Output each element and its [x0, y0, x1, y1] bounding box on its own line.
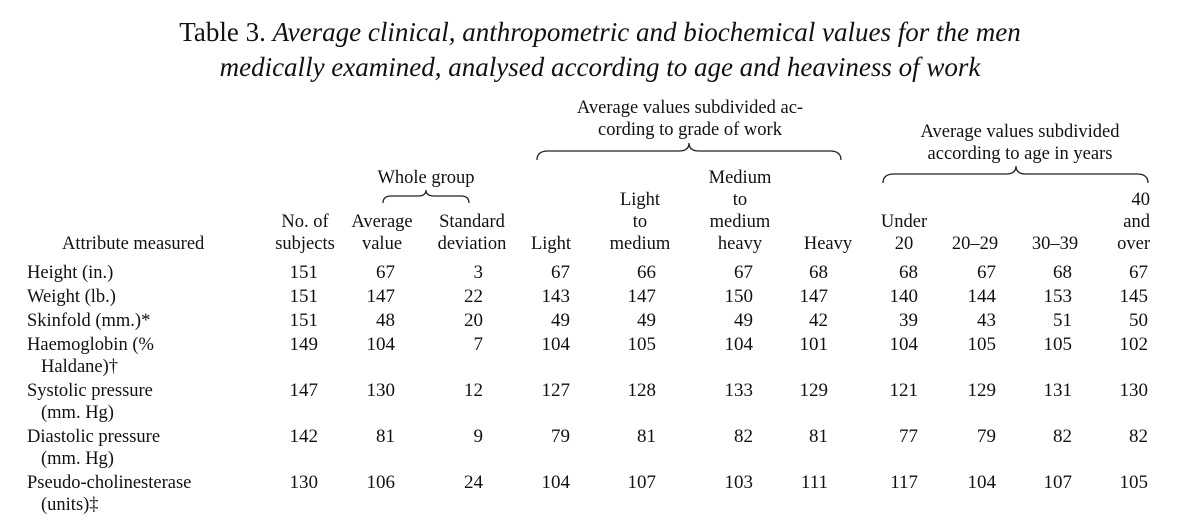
cell-age-30-39: 131	[1043, 380, 1072, 401]
cell-average-value: 147	[366, 286, 395, 307]
cell-medium-heavy: 104	[724, 334, 753, 355]
cell-light: 143	[541, 286, 570, 307]
cell-light-medium: 81	[637, 426, 656, 447]
cell-light-medium: 128	[627, 380, 656, 401]
cell-light: 49	[551, 310, 570, 331]
cell-age-20-29: 104	[967, 472, 996, 493]
cell-medium-heavy: 133	[724, 380, 753, 401]
age-20-29-header: 20–29	[951, 234, 999, 254]
cell-medium-heavy: 103	[724, 472, 753, 493]
cell-under-20: 121	[889, 380, 918, 401]
cell-average-value: 106	[366, 472, 395, 493]
heavy-header: Heavy	[803, 234, 853, 254]
cell-age-20-29: 79	[977, 426, 996, 447]
cell-std-dev: 24	[464, 472, 483, 493]
cell-age-40-over: 50	[1129, 310, 1148, 331]
cell-under-20: 39	[899, 310, 918, 331]
cell-light-medium: 105	[627, 334, 656, 355]
cell-average-value: 81	[376, 426, 395, 447]
light-medium-header-line-3: medium	[609, 234, 671, 254]
row-label: Skinfold (mm.)*	[27, 311, 151, 331]
average-value-header-line-1: Average	[351, 212, 413, 232]
cell-age-40-over: 130	[1119, 380, 1148, 401]
cell-age-40-over: 67	[1129, 262, 1148, 283]
cell-age-40-over: 105	[1119, 472, 1148, 493]
under-20-header-line-2: 20	[894, 234, 914, 254]
cell-under-20: 104	[889, 334, 918, 355]
cell-average-value: 104	[366, 334, 395, 355]
under-20-header-line-1: Under	[880, 212, 928, 232]
cell-age-20-29: 129	[967, 380, 996, 401]
cell-subjects: 149	[289, 334, 318, 355]
cell-subjects: 130	[289, 472, 318, 493]
table-title-part-1: Average clinical, anthropometric and biochemical values for the men	[272, 17, 1021, 47]
cell-light-medium: 147	[627, 286, 656, 307]
cell-age-20-29: 105	[967, 334, 996, 355]
work-span-header-line-1: Average values subdivided ac-	[576, 98, 804, 118]
cell-light-medium: 66	[637, 262, 656, 283]
cell-age-40-over: 145	[1119, 286, 1148, 307]
cell-age-30-39: 105	[1043, 334, 1072, 355]
cell-heavy: 129	[799, 380, 828, 401]
cell-age-40-over: 102	[1119, 334, 1148, 355]
row-label: Pseudo-cholinesterase	[27, 473, 192, 493]
attribute-column-header: Attribute measured	[62, 234, 205, 254]
cell-heavy: 101	[799, 334, 828, 355]
medium-heavy-header-line-2: to	[732, 190, 748, 210]
cell-std-dev: 7	[473, 334, 483, 355]
cell-heavy: 81	[809, 426, 828, 447]
cell-std-dev: 3	[473, 262, 483, 283]
medium-heavy-header-line-1: Medium	[708, 168, 772, 188]
row-label: Diastolic pressure	[27, 427, 161, 447]
cell-light: 104	[541, 472, 570, 493]
cell-age-20-29: 67	[977, 262, 996, 283]
row-label: Systolic pressure	[27, 381, 153, 401]
medium-heavy-header-line-4: heavy	[717, 234, 763, 254]
cell-light: 104	[541, 334, 570, 355]
cell-average-value: 67	[376, 262, 395, 283]
age-40-header-line-1: 40	[1131, 190, 1150, 210]
cell-age-20-29: 144	[967, 286, 996, 307]
subjects-header-line-1: No. of	[281, 212, 329, 232]
cell-light-medium: 107	[627, 472, 656, 493]
cell-std-dev: 20	[464, 310, 483, 331]
cell-age-30-39: 82	[1053, 426, 1072, 447]
average-value-header-line-2: value	[361, 234, 403, 254]
row-label-continuation: (units)‡	[41, 495, 99, 515]
row-label: Height (in.)	[27, 263, 114, 283]
age-span-header-line-2: according to age in years	[927, 144, 1113, 164]
cell-age-30-39: 68	[1053, 262, 1072, 283]
cell-subjects: 151	[289, 262, 318, 283]
work-span-header-line-2: cording to grade of work	[598, 120, 782, 140]
row-label-continuation: (mm. Hg)	[41, 403, 114, 423]
cell-heavy: 147	[799, 286, 828, 307]
whole-group-brace	[382, 189, 470, 205]
age-40-header-line-3: over	[1117, 234, 1150, 254]
cell-heavy: 68	[809, 262, 828, 283]
whole-group-header: Whole group	[377, 168, 475, 188]
cell-heavy: 42	[809, 310, 828, 331]
std-dev-header-line-1: Standard	[439, 212, 505, 232]
row-label-continuation: Haldane)†	[41, 357, 119, 377]
work-span-brace	[536, 142, 842, 162]
cell-std-dev: 12	[464, 380, 483, 401]
age-span-brace	[882, 165, 1150, 185]
light-medium-header-line-1: Light	[619, 190, 661, 210]
cell-heavy: 111	[800, 472, 828, 493]
table-number: Table 3.	[179, 17, 266, 47]
age-span-header-line-1: Average values subdivided	[920, 122, 1120, 142]
cell-age-30-39: 107	[1043, 472, 1072, 493]
table-caption-line-2	[0, 51, 1200, 84]
age-40-header-line-2: and	[1123, 212, 1150, 232]
cell-age-20-29: 43	[977, 310, 996, 331]
cell-subjects: 151	[289, 286, 318, 307]
row-label-continuation: (mm. Hg)	[41, 449, 114, 469]
light-header: Light	[530, 234, 572, 254]
cell-light: 127	[541, 380, 570, 401]
light-medium-header-line-2: to	[632, 212, 648, 232]
row-label: Weight (lb.)	[27, 287, 116, 307]
cell-age-30-39: 51	[1053, 310, 1072, 331]
cell-light: 67	[551, 262, 570, 283]
cell-light-medium: 49	[637, 310, 656, 331]
cell-subjects: 147	[289, 380, 318, 401]
cell-under-20: 68	[899, 262, 918, 283]
cell-average-value: 130	[366, 380, 395, 401]
cell-under-20: 140	[889, 286, 918, 307]
cell-age-30-39: 153	[1043, 286, 1072, 307]
medium-heavy-header-line-3: medium	[709, 212, 771, 232]
age-30-39-header: 30–39	[1031, 234, 1079, 254]
cell-under-20: 77	[899, 426, 918, 447]
cell-std-dev: 22	[464, 286, 483, 307]
cell-std-dev: 9	[473, 426, 483, 447]
std-dev-header-line-2: deviation	[437, 234, 507, 254]
cell-medium-heavy: 82	[734, 426, 753, 447]
cell-age-40-over: 82	[1129, 426, 1148, 447]
cell-under-20: 117	[890, 472, 918, 493]
row-label: Haemoglobin (%	[27, 335, 154, 355]
cell-light: 79	[551, 426, 570, 447]
cell-subjects: 142	[289, 426, 318, 447]
table-caption-line-1	[0, 16, 1200, 49]
subjects-header-line-2: subjects	[275, 234, 335, 254]
cell-medium-heavy: 150	[724, 286, 753, 307]
cell-medium-heavy: 67	[734, 262, 753, 283]
cell-medium-heavy: 49	[734, 310, 753, 331]
table-title-part-2: medically examined, analysed according to age and heaviness of work	[219, 52, 981, 82]
cell-average-value: 48	[376, 310, 395, 331]
cell-subjects: 151	[289, 310, 318, 331]
